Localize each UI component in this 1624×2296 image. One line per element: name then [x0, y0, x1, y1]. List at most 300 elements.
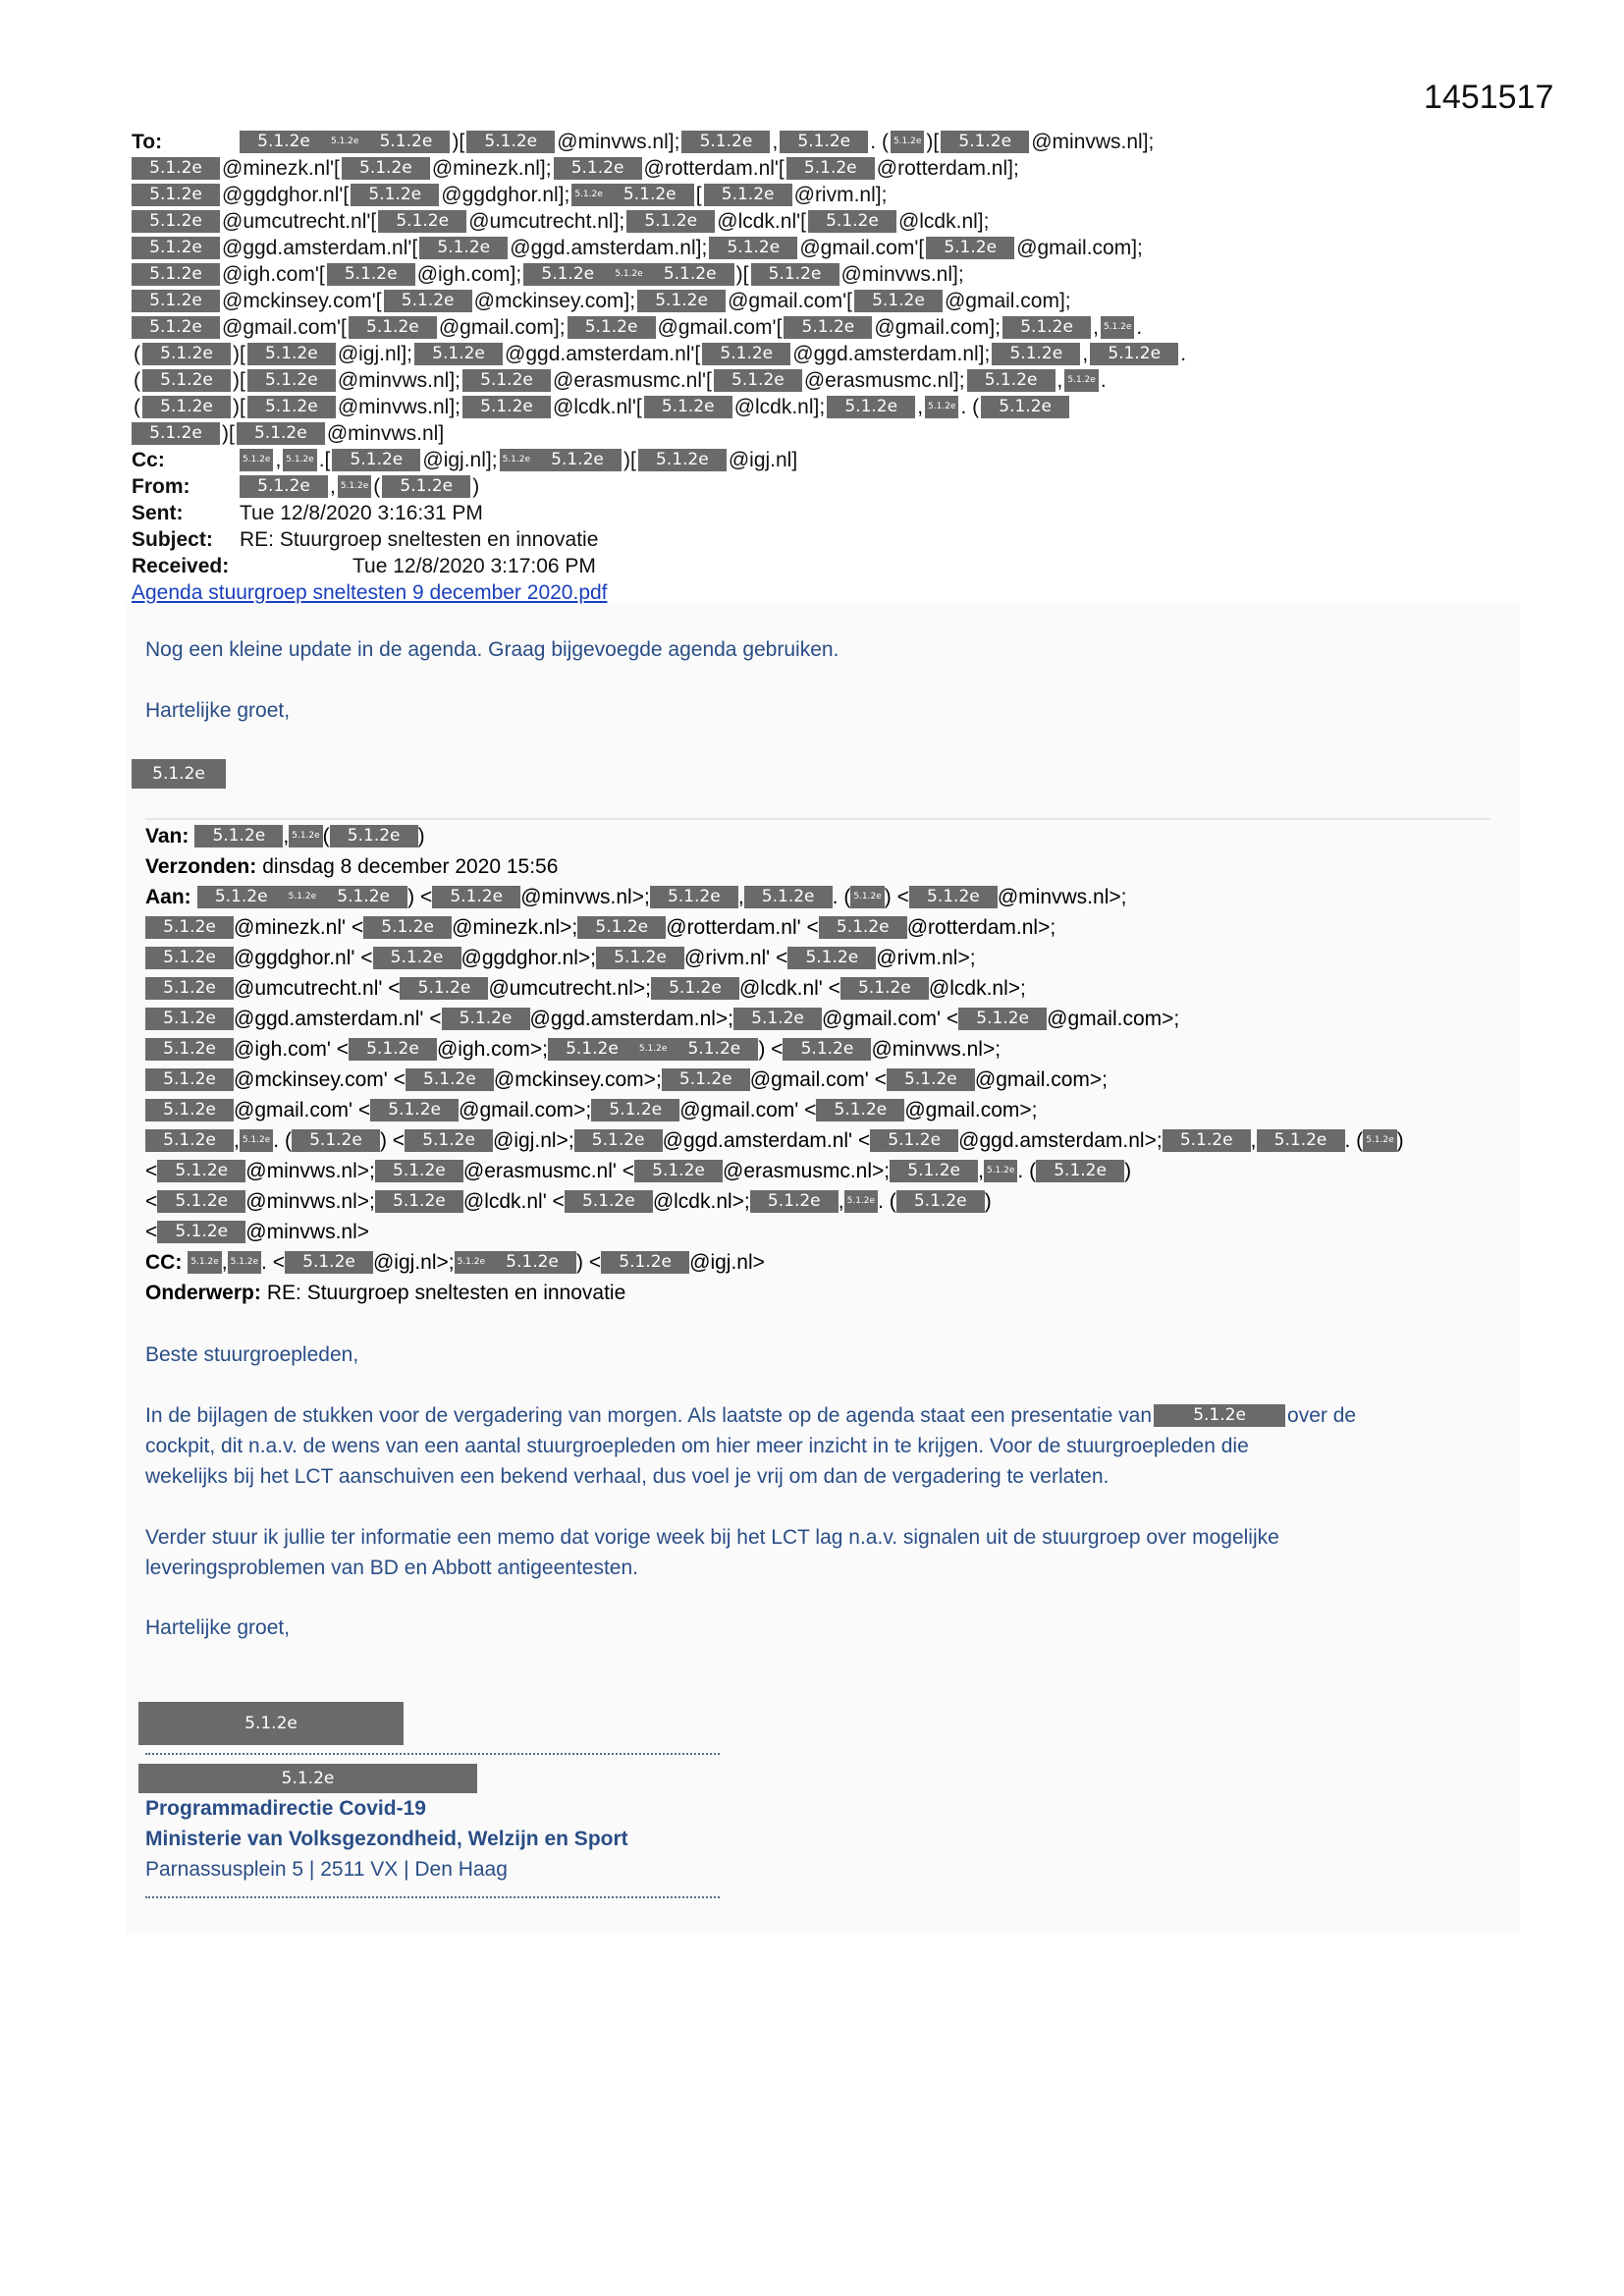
- address-text: @igh.com];: [416, 263, 522, 286]
- redaction-block: 5.1.2e: [571, 184, 605, 206]
- sent-value: Tue 12/8/2020 3:16:31 PM: [240, 502, 483, 524]
- attachment-link[interactable]: Agenda stuurgroep sneltesten 9 december 2020.pdf: [132, 581, 608, 604]
- redaction-block: 5.1.2e: [240, 1129, 273, 1152]
- aan-line: [145, 1217, 1500, 1247]
- redaction-block: 5.1.2e: [132, 184, 220, 206]
- reply-line: Nog een kleine update in de agenda. Graag bijgevoegde agenda gebruiken.: [145, 638, 839, 661]
- address-text: @erasmusmc.nl' <: [462, 1160, 634, 1182]
- redaction-block: 5.1.2e: [744, 886, 833, 908]
- address-text: @umcutrecht.nl>;: [488, 977, 651, 1000]
- redaction-block: 5.1.2e: [662, 1068, 750, 1091]
- redaction-block: 5.1.2e: [925, 396, 958, 418]
- address-text: . (: [273, 1129, 292, 1152]
- address-text: .: [1180, 343, 1187, 365]
- redaction-block: 5.1.2e: [378, 210, 466, 233]
- address-text: @ggd.amsterdam.nl>;: [529, 1008, 734, 1030]
- redaction-block: 5.1.2e: [132, 210, 220, 233]
- redaction-block: 5.1.2e: [574, 1129, 663, 1152]
- redaction-block: 5.1.2e: [405, 1129, 493, 1152]
- address-text: @mckinsey.com>;: [493, 1068, 662, 1091]
- reply-greeting: Hartelijke groet,: [145, 699, 291, 722]
- aan-line: [145, 943, 1500, 973]
- signature-org-1: Programmadirectie Covid-19: [145, 1797, 426, 1820]
- received-value: Tue 12/8/2020 3:17:06 PM: [352, 555, 596, 577]
- redaction-block: 5.1.2e: [819, 916, 907, 939]
- redaction-block: 5.1.2e: [247, 396, 336, 418]
- address-text: @gmail.com];: [1016, 237, 1143, 259]
- to-line: [132, 420, 1506, 447]
- from-label: From:: [132, 475, 190, 498]
- redaction-block: 5.1.2e: [606, 184, 694, 206]
- address-text: ,: [1082, 343, 1089, 365]
- subject-row: [132, 526, 1506, 553]
- address-text: . (: [832, 886, 851, 908]
- redaction-block: 5.1.2e: [132, 263, 220, 286]
- address-text: @minezk.nl' <: [234, 916, 364, 939]
- redaction-block: 5.1.2e: [992, 343, 1080, 365]
- redaction-block: 5.1.2e: [1257, 1129, 1345, 1152]
- redaction-block: 5.1.2e: [145, 1129, 234, 1152]
- redaction-block: 5.1.2e: [349, 1038, 437, 1061]
- address-text: ) <: [884, 886, 909, 908]
- address-text: ) <: [576, 1251, 602, 1274]
- aan-line: [145, 1004, 1500, 1034]
- redaction-block: 5.1.2e: [466, 131, 555, 153]
- to-line: [132, 394, 1506, 420]
- redaction-block: 5.1.2e: [462, 396, 551, 418]
- onderwerp-row: [145, 1278, 1500, 1308]
- redaction-block: 5.1.2e: [145, 1008, 234, 1030]
- address-text: @erasmusmc.nl>;: [723, 1160, 891, 1182]
- redaction-block: 5.1.2e: [533, 449, 622, 471]
- address-text: ,: [275, 449, 282, 471]
- redaction-block: 5.1.2e: [887, 1068, 975, 1091]
- address-text: ): [417, 825, 425, 847]
- verzonden-label: Verzonden:: [145, 855, 257, 878]
- signature-address: Parnassusplein 5 | 2511 VX | Den Haag: [145, 1858, 508, 1881]
- address-text: )[: [735, 263, 749, 286]
- received-label: Received:: [132, 555, 230, 577]
- address-text: @lcdk.nl' <: [738, 977, 840, 1000]
- redaction-block: 5.1.2e: [327, 263, 415, 286]
- redaction-block: 5.1.2e: [1090, 343, 1178, 365]
- redaction-block: 5.1.2e: [132, 422, 220, 445]
- to-block: [132, 129, 1506, 447]
- address-text: @gmail.com>;: [904, 1099, 1038, 1121]
- redaction-block: 5.1.2e: [488, 1251, 576, 1274]
- signature-org-2: Ministerie van Volksgezondheid, Welzijn en Sport: [145, 1828, 628, 1850]
- redaction-block: 5.1.2e: [194, 825, 283, 847]
- forwarded-cc-label: CC:: [145, 1251, 183, 1274]
- address-text: @ggd.amsterdam.nl];: [510, 237, 708, 259]
- address-text: ,: [1250, 1129, 1257, 1152]
- address-text: @gmail.com'[: [728, 290, 852, 312]
- redaction-block: 5.1.2e: [554, 157, 642, 180]
- redaction-block: 5.1.2e: [375, 1160, 463, 1182]
- redaction-block: 5.1.2e: [591, 1099, 679, 1121]
- redaction-block: 5.1.2e: [419, 237, 508, 259]
- address-text: @gmail.com>;: [1047, 1008, 1180, 1030]
- address-text: ): [1124, 1160, 1132, 1182]
- address-text: @lcdk.nl'[: [717, 210, 806, 233]
- redaction-block: 5.1.2e: [601, 1251, 689, 1274]
- redaction-block: 5.1.2e: [342, 157, 430, 180]
- from-row: [132, 473, 1506, 500]
- aan-line: [145, 1034, 1500, 1065]
- address-text: @minvws.nl>;: [245, 1190, 375, 1213]
- redaction-block: 5.1.2e: [338, 475, 371, 498]
- address-text: @rivm.nl' <: [684, 947, 788, 969]
- redaction-block: 5.1.2e: [733, 1008, 822, 1030]
- redaction-block: 5.1.2e: [330, 825, 418, 847]
- aan-line: [145, 1095, 1500, 1125]
- redaction-block: 5.1.2e: [577, 916, 666, 939]
- redaction-block: 5.1.2e: [523, 263, 612, 286]
- address-text: @minvws.nl]: [326, 422, 445, 445]
- redaction-block: 5.1.2e: [626, 210, 715, 233]
- aan-line: [145, 1125, 1500, 1156]
- address-text: @igj.nl];: [337, 343, 413, 365]
- address-text: (: [322, 825, 330, 847]
- subject-label: Subject:: [132, 528, 213, 551]
- address-text: @lcdk.nl];: [897, 210, 990, 233]
- address-text: )[: [233, 369, 245, 392]
- redaction-block: 5.1.2e: [1002, 316, 1091, 339]
- message-separator: [145, 818, 1490, 820]
- address-text: <: [145, 1221, 158, 1243]
- paragraph-2-part-a: Verder stuur ik jullie ter informatie een memo dat vorige week bij het LCT lag n.a.v. signalen uit de stuurgroep over mogelijke: [145, 1526, 1279, 1549]
- paragraph-1: In de bijlagen de stukken voor de vergadering van morgen. Als laatste op de agenda staat een presentatie van 5.1.2e over de cockpit, dit n.a.v. de wens van een aantal stuurgroepleden om hier meer inzicht in te krijgen. Voor de stuurgroepleden die wekelijks bij het LCT aanschuiven een bekend verhaal, dus voel je vrij om dan de vergadering te verlaten.: [145, 1400, 1490, 1492]
- redaction-block: 5.1.2e: [400, 977, 488, 1000]
- redaction-block: 5.1.2e: [786, 157, 875, 180]
- redaction-block: 5.1.2e: [783, 1038, 871, 1061]
- attachment-row: [132, 579, 1506, 606]
- redaction-block: 5.1.2e: [240, 131, 328, 153]
- address-text: @rotterdam.nl' <: [666, 916, 819, 939]
- sent-row: [132, 500, 1506, 526]
- redaction-block: 5.1.2e: [442, 1008, 530, 1030]
- redaction-block: 5.1.2e: [145, 977, 234, 1000]
- address-text: @ggdghor.nl>;: [460, 947, 597, 969]
- address-text: @igh.com' <: [234, 1038, 349, 1061]
- redaction-block: 5.1.2e: [704, 184, 792, 206]
- redaction-block: 5.1.2e: [784, 316, 872, 339]
- redaction-block: 5.1.2e: [896, 1190, 985, 1213]
- subject-value: RE: Stuurgroep sneltesten en innovatie: [240, 528, 599, 551]
- address-text: [: [695, 184, 702, 206]
- address-text: @minvws.nl>;: [997, 886, 1127, 908]
- to-line: [132, 182, 1506, 208]
- redaction-block: 5.1.2e: [289, 825, 322, 847]
- address-text: @umcutrecht.nl' <: [234, 977, 401, 1000]
- address-text: @minvws.nl>;: [520, 886, 650, 908]
- redaction-block: 5.1.2e: [636, 1038, 670, 1061]
- forwarded-header: [145, 821, 1500, 1308]
- verzonden-row: [145, 851, 1500, 882]
- aan-line: [145, 882, 1500, 912]
- redaction-block: 5.1.2e: [373, 947, 461, 969]
- address-text: @umcutrecht.nl];: [468, 210, 625, 233]
- redaction-block: 5.1.2e: [637, 290, 726, 312]
- redaction-block: 5.1.2e: [142, 343, 231, 365]
- paragraph-1-part-d: wekelijks bij het LCT aanschuiven een bekend verhaal, dus voel je vrij om dan de vergadering te verlaten.: [145, 1465, 1110, 1488]
- redaction-block: 5.1.2e: [328, 131, 361, 153]
- redaction-block: 5.1.2e: [816, 1099, 904, 1121]
- redaction-block: 5.1.2e: [500, 449, 533, 471]
- address-text: ,: [978, 1160, 984, 1182]
- redaction-block: 5.1.2e: [909, 886, 998, 908]
- signature-name-redaction: 5.1.2e: [138, 1702, 404, 1745]
- address-text: @lcdk.nl>;: [928, 977, 1026, 1000]
- aan-line: [145, 1065, 1500, 1095]
- address-text: . (: [960, 396, 980, 418]
- redaction-block: 5.1.2e: [854, 290, 943, 312]
- verzonden-value: dinsdag 8 december 2020 15:56: [262, 855, 559, 878]
- redaction-block: 5.1.2e: [332, 449, 420, 471]
- redaction-block: 5.1.2e: [406, 1068, 494, 1091]
- address-text: @erasmusmc.nl];: [803, 369, 965, 392]
- address-text: .: [1136, 316, 1143, 339]
- address-text: )[: [452, 131, 465, 153]
- redaction-block: 5.1.2e: [157, 1190, 245, 1213]
- address-text: @ggdghor.nl'[: [222, 184, 350, 206]
- address-text: @mckinsey.com'[: [222, 290, 382, 312]
- address-text: @ggd.amsterdam.nl];: [792, 343, 991, 365]
- to-line: [132, 341, 1506, 367]
- received-row: [132, 553, 1506, 579]
- redaction-block: 5.1.2e: [638, 449, 727, 471]
- redaction-block: 5.1.2e: [247, 369, 336, 392]
- address-text: .: [1100, 369, 1107, 392]
- redaction-block: 5.1.2e: [157, 1221, 245, 1243]
- closing-greeting: Hartelijke groet,: [145, 1616, 291, 1639]
- address-text: @mckinsey.com];: [473, 290, 636, 312]
- address-text: @minvws.nl];: [337, 396, 460, 418]
- address-text: @igj.nl>: [689, 1251, 765, 1274]
- redaction-block: 5.1.2e: [926, 237, 1014, 259]
- signature-divider-bottom: [145, 1896, 720, 1898]
- redaction-block: 5.1.2e: [646, 263, 734, 286]
- address-text: ) <: [407, 886, 433, 908]
- van-label: Van:: [145, 825, 189, 847]
- onderwerp-value: RE: Stuurgroep sneltesten en innovatie: [266, 1282, 626, 1304]
- cc-label: Cc:: [132, 449, 165, 471]
- aan-line: [145, 1156, 1500, 1186]
- address-text: @igj.nl]: [728, 449, 798, 471]
- redaction-block: 5.1.2e: [384, 290, 472, 312]
- signature-role-redaction: 5.1.2e: [138, 1764, 477, 1793]
- redaction-block: 5.1.2e: [787, 947, 876, 969]
- redaction-block: 5.1.2e: [850, 886, 884, 908]
- to-line: [132, 314, 1506, 341]
- address-text: @minvws.nl>;: [245, 1160, 375, 1182]
- signature-block: [145, 1793, 628, 1885]
- redaction-block: 5.1.2e: [612, 263, 645, 286]
- address-text: (: [134, 343, 140, 365]
- address-text: @minezk.nl];: [431, 157, 552, 180]
- redaction-block: 5.1.2e: [145, 947, 234, 969]
- redaction-block: 5.1.2e: [650, 886, 738, 908]
- address-text: @gmail.com' <: [234, 1099, 371, 1121]
- address-text: @minvws.nl];: [1031, 131, 1155, 153]
- address-text: @gmail.com'[: [657, 316, 783, 339]
- redaction-block: 5.1.2e: [157, 1160, 245, 1182]
- aan-label: Aan:: [145, 886, 191, 908]
- address-text: @lcdk.nl' <: [462, 1190, 565, 1213]
- address-text: ,: [772, 131, 779, 153]
- address-text: )[: [623, 449, 636, 471]
- address-text: @minvws.nl>: [245, 1221, 370, 1243]
- paragraph-2: [145, 1522, 1490, 1583]
- address-text: @rotterdam.nl];: [876, 157, 1019, 180]
- redaction-block: 5.1.2e: [132, 237, 220, 259]
- redaction-block: 5.1.2e: [596, 947, 684, 969]
- address-text: .[: [318, 449, 331, 471]
- address-text: ) <: [758, 1038, 784, 1061]
- address-text: <: [145, 1190, 158, 1213]
- reply-signature-redaction: 5.1.2e: [132, 759, 226, 789]
- address-text: @gmail.com'[: [799, 237, 925, 259]
- address-text: @rotterdam.nl>;: [906, 916, 1056, 939]
- redaction-block: 5.1.2e: [644, 396, 732, 418]
- redaction-block: 5.1.2e: [240, 475, 328, 498]
- redaction-block: 5.1.2e: [981, 396, 1069, 418]
- address-text: @minvws.nl];: [557, 131, 680, 153]
- address-text: ,: [1093, 316, 1099, 339]
- redaction-block: 5.1.2e: [145, 1038, 234, 1061]
- paragraph-1-part-b: over de: [1287, 1404, 1357, 1427]
- aan-line: [145, 912, 1500, 943]
- address-text: @ggd.amsterdam.nl>;: [958, 1129, 1163, 1152]
- address-text: @minezk.nl'[: [222, 157, 340, 180]
- redaction-block: 5.1.2e: [958, 1008, 1047, 1030]
- address-text: )[: [233, 396, 245, 418]
- address-text: @ggd.amsterdam.nl'[: [505, 343, 701, 365]
- address-text: . (: [878, 1190, 896, 1213]
- address-text: @minezk.nl>;: [452, 916, 578, 939]
- address-text: ,: [330, 475, 336, 498]
- redaction-block: 5.1.2e: [681, 131, 770, 153]
- redaction-block: 5.1.2e: [145, 1099, 234, 1121]
- address-text: )[: [233, 343, 245, 365]
- address-text: (: [373, 475, 381, 498]
- redaction-block: 5.1.2e: [967, 369, 1056, 392]
- paragraph-2-part-b: leveringsproblemen van BD en Abbott antigeentesten.: [145, 1557, 639, 1579]
- redaction-block: 5.1.2e: [145, 1068, 234, 1091]
- redaction-block: 5.1.2e: [568, 316, 656, 339]
- address-text: @igj.nl>;: [493, 1129, 574, 1152]
- address-text: @lcdk.nl>;: [652, 1190, 750, 1213]
- address-text: )[: [926, 131, 940, 153]
- address-text: ): [472, 475, 480, 498]
- redaction-block: 5.1.2e: [286, 886, 319, 908]
- address-text: )[: [222, 422, 235, 445]
- address-text: ): [984, 1190, 992, 1213]
- to-line: [132, 129, 1506, 155]
- redaction-block: 5.1.2e: [197, 886, 286, 908]
- redaction-block: 5.1.2e: [984, 1160, 1017, 1182]
- address-text: @rivm.nl>;: [876, 947, 976, 969]
- aan-line: [145, 1186, 1500, 1217]
- redaction-block: 5.1.2e: [1036, 1160, 1124, 1182]
- address-text: @gmail.com' <: [749, 1068, 887, 1091]
- address-text: ,: [737, 886, 744, 908]
- redaction-block: 5.1.2e: [870, 1129, 958, 1152]
- redaction-block: 5.1.2e: [361, 131, 450, 153]
- document-id: 1451517: [1424, 79, 1554, 116]
- redaction-block: 5.1.2e: [349, 316, 437, 339]
- redaction-block: 5.1.2e: [292, 1129, 380, 1152]
- redaction-block: 5.1.2e: [382, 475, 470, 498]
- cc-row: [132, 447, 1506, 473]
- redaction-block: 5.1.2e: [751, 263, 839, 286]
- address-text: . (: [870, 131, 889, 153]
- redaction-block: 5.1.2e: [670, 1038, 758, 1061]
- sent-label: Sent:: [132, 502, 184, 524]
- redaction-block: 5.1.2e: [548, 1038, 636, 1061]
- address-text: @igj.nl>;: [372, 1251, 455, 1274]
- redaction-block: 5.1.2e: [240, 449, 273, 471]
- redaction-block: 5.1.2e: [565, 1190, 653, 1213]
- redaction-block: 5.1.2e: [363, 916, 452, 939]
- address-text: @gmail.com>;: [974, 1068, 1109, 1091]
- address-text: @igh.com'[: [222, 263, 325, 286]
- address-text: ,: [283, 825, 290, 847]
- address-text: @rotterdam.nl'[: [643, 157, 785, 180]
- address-text: @igh.com>;: [436, 1038, 548, 1061]
- redaction-block: 5.1.2e: [1064, 369, 1098, 392]
- address-text: . <: [261, 1251, 285, 1274]
- redaction-block: 5.1.2e: [890, 1160, 978, 1182]
- redaction-block: 5.1.2e: [132, 157, 220, 180]
- to-line: [132, 208, 1506, 235]
- redaction-block: 5.1.2e: [247, 343, 336, 365]
- address-text: @minvws.nl];: [840, 263, 964, 286]
- redaction-block: 5.1.2e: [142, 396, 231, 418]
- to-line: [132, 288, 1506, 314]
- redaction-block: 5.1.2e: [188, 1251, 221, 1274]
- redaction-block: 5.1.2e: [132, 316, 220, 339]
- redaction-block: 5.1.2e: [283, 449, 316, 471]
- redaction-block: 5.1.2e: [1101, 316, 1134, 339]
- address-text: @rivm.nl];: [793, 184, 888, 206]
- address-text: @minvws.nl];: [337, 369, 460, 392]
- redaction-block: 5.1.2e: [1363, 1129, 1396, 1152]
- redaction-block: 5.1.2e: [1163, 1129, 1251, 1152]
- redaction-block: 5.1.2e: [651, 977, 739, 1000]
- address-text: @gmail.com>;: [459, 1099, 592, 1121]
- to-line: [132, 155, 1506, 182]
- address-text: ,: [221, 1251, 228, 1274]
- address-text: @ggdghor.nl' <: [234, 947, 373, 969]
- redaction-block: 5.1.2e: [370, 1099, 459, 1121]
- aan-line: [145, 973, 1500, 1004]
- address-text: ) <: [379, 1129, 406, 1152]
- address-text: @ggd.amsterdam.nl' <: [662, 1129, 871, 1152]
- address-text: . (: [1017, 1160, 1037, 1182]
- signature-divider-top: [145, 1753, 720, 1755]
- address-text: ,: [234, 1129, 240, 1152]
- redaction-block: 5.1.2e: [891, 131, 924, 153]
- redaction-block: 5.1.2e: [455, 1251, 488, 1274]
- van-row: [145, 821, 1500, 851]
- address-text: . (: [1344, 1129, 1364, 1152]
- address-text: (: [134, 396, 140, 418]
- address-text: @gmail.com];: [944, 290, 1071, 312]
- redaction-block: 5.1.2e: [145, 916, 234, 939]
- address-text: @ggdghor.nl];: [441, 184, 570, 206]
- address-text: @ggd.amsterdam.nl' <: [234, 1008, 442, 1030]
